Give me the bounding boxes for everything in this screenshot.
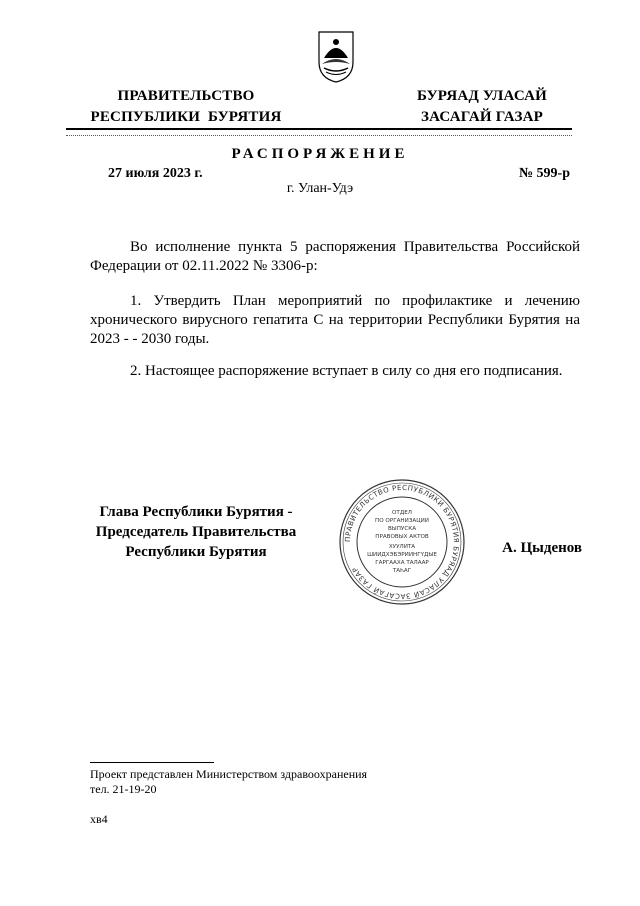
seal-line4: ПРАВОВЫХ АКТОВ: [375, 534, 429, 540]
document-number: № 599-р: [518, 166, 570, 181]
svg-text:ПРАВИТЕЛЬСТВО РЕСПУБЛИКИ БУРЯТ: [344, 484, 460, 600]
header-left-line2: РЕСПУБЛИКИ БУРЯТИЯ: [90, 109, 282, 125]
paragraph-item-1: 1. Утвердить План мероприятий по профилактике и лечению хронического вирусного гепатита С на территории Республики Бурятия на 2023 - - 2030 годы.: [90, 293, 580, 347]
footer-note: [90, 767, 367, 797]
seal-line2: ПО ОРГАНИЗАЦИИ: [375, 518, 429, 524]
header-right-line1: БУРЯАД УЛАСАЙ: [416, 88, 548, 104]
signatory-name: А. Цыденов: [502, 540, 582, 556]
seal-line5: ХУУЛИТА: [388, 544, 416, 550]
signatory-title: [90, 502, 302, 562]
header-right-line2: ЗАСАГАЙ ГАЗАР: [421, 109, 543, 125]
paragraph-item-2: 2. Настоящее распоряжение вступает в силу со дня его подписания.: [130, 363, 563, 379]
document-city: г. Улан-Удэ: [286, 181, 354, 196]
seal-ring-text: ПРАВИТЕЛЬСТВО РЕСПУБЛИКИ БУРЯТИЯ БУРЯАД УЛАСАЙ ЗАСАГАЙ ГАЗАР: [343, 483, 461, 601]
footer-code: хв4: [90, 812, 108, 826]
header-left-line1: ПРАВИТЕЛЬСТВО: [117, 88, 255, 104]
signatory-line1: Глава Республики Бурятия -: [99, 504, 293, 520]
signatory-line2: Председатель Правительства: [95, 524, 297, 540]
seal-line8: ТАҺАГ: [392, 568, 412, 574]
seal-line7: ГАРГААХА ТАЛААР: [375, 560, 429, 566]
seal-line6: ШИИДХЭБЭРИИНГҮДЫЕ: [367, 552, 437, 558]
document-date: 27 июля 2023 г.: [108, 166, 203, 181]
footer-line2: тел. 21-19-20: [90, 782, 157, 796]
seal-line3: ВЫПУСКА: [387, 526, 417, 532]
coat-of-arms-icon: [316, 30, 356, 84]
footer-line1: Проект представлен Министерством здравоохранения: [90, 767, 368, 781]
document-title: РАСПОРЯЖЕНИЕ: [231, 146, 409, 162]
seal-line1: ОТДЕЛ: [392, 510, 412, 516]
header-right: [404, 86, 560, 128]
paragraph-intro: Во исполнение пункта 5 распоряжения Правительства Российской Федерации от 02.11.2022 № 3306-р:: [90, 239, 580, 274]
header-left: [80, 86, 292, 128]
header-rule: [66, 128, 572, 130]
signatory-line3: Республики Бурятия: [125, 544, 267, 560]
header-dotted-rule: [66, 135, 572, 136]
official-seal-icon: [338, 478, 466, 606]
footer-rule: [90, 762, 214, 763]
